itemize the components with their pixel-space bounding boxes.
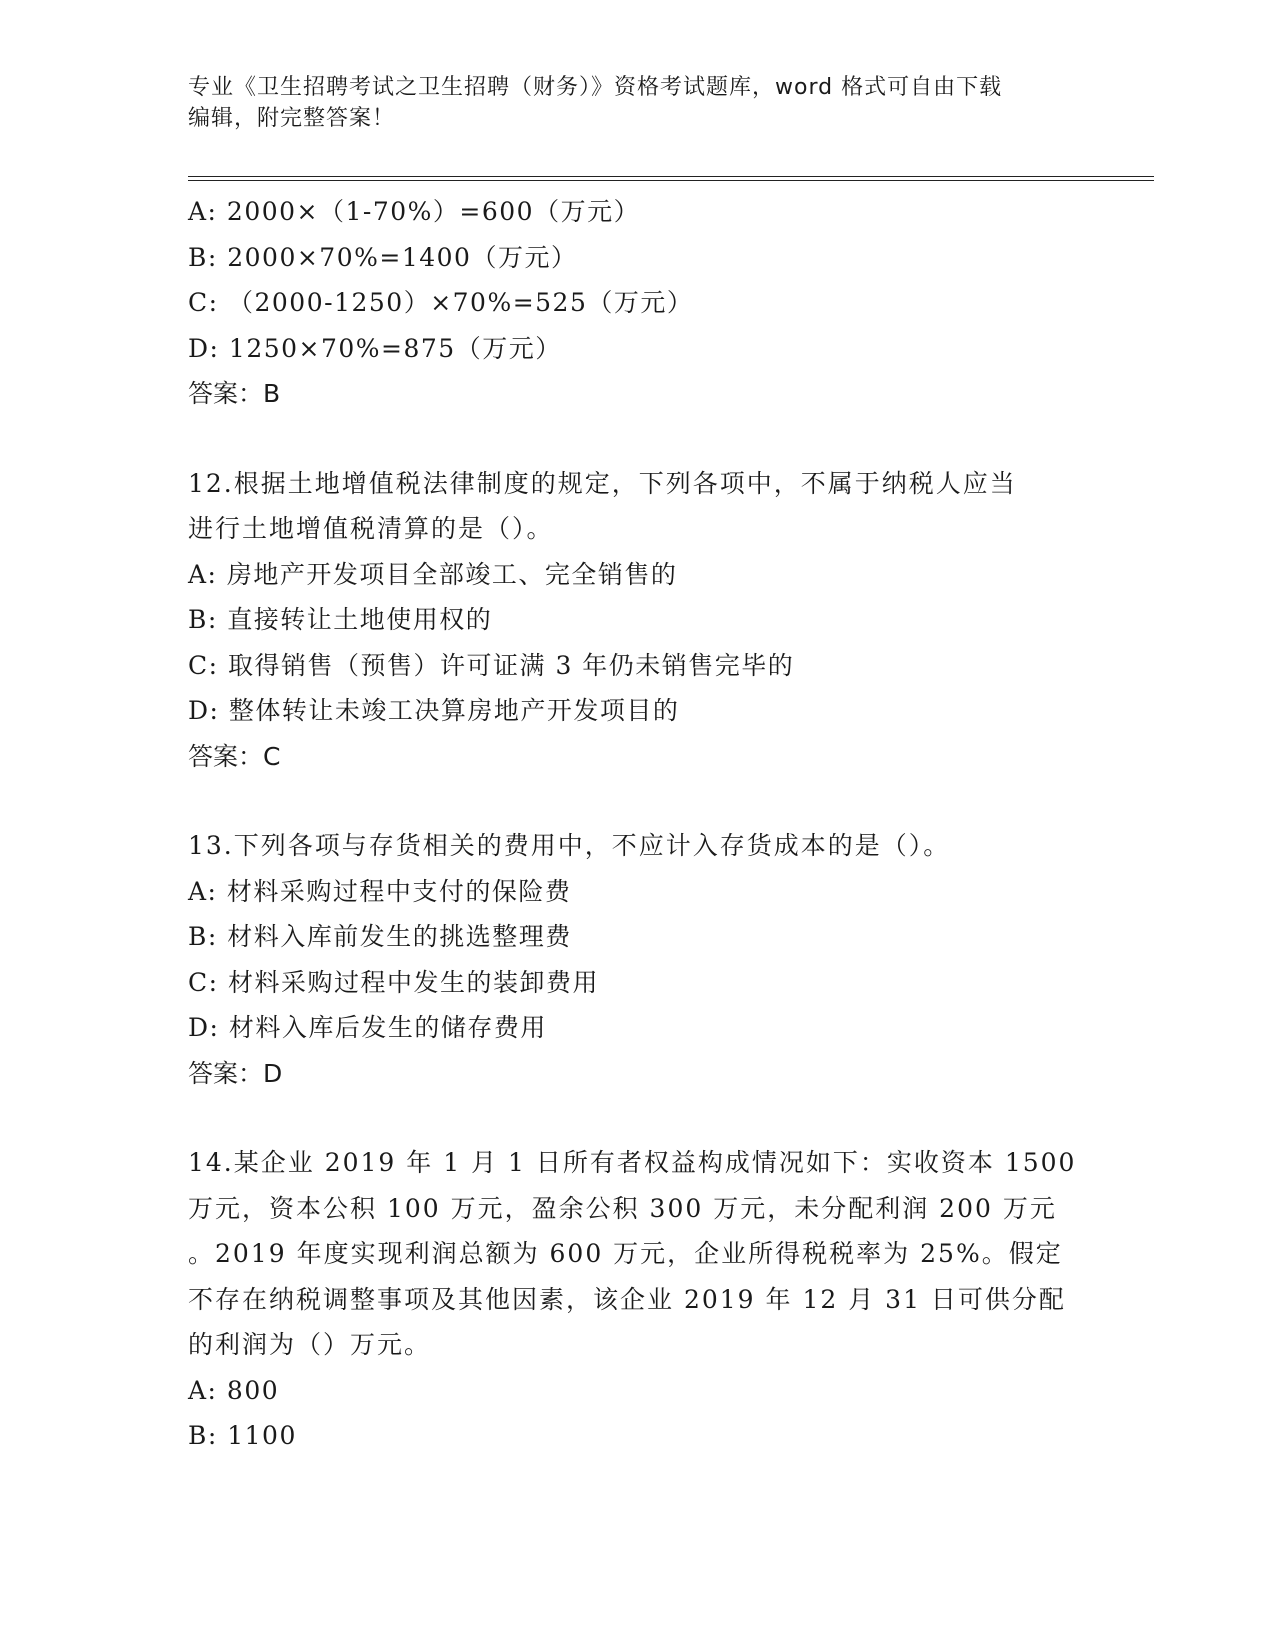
question-line: 的利润为（）万元。 [188,1330,432,1359]
option-a: A: 房地产开发项目全部竣工、完全销售的 [188,559,678,589]
option-c: C: 取得销售（预售）许可证满 3 年仍未销售完毕的 [188,650,795,680]
option-c: C: （2000-1250）×70%=525（万元） [188,288,694,317]
header-line-1: 专业《卫生招聘考试之卫生招聘（财务）》资格考试题库，word 格式可自由下载 [188,75,1003,100]
option-b: B: 直接转让土地使用权的 [188,605,493,634]
question-line: 14.某企业 2019 年 1 月 1 日所有者权益构成情况如下：实收资本 1500 [188,1148,1077,1177]
question-line: 万元，资本公积 100 万元，盈余公积 300 万元，未分配利润 200 万元 [188,1193,1057,1223]
header-divider-top [188,176,1154,177]
question-12 [188,461,1088,780]
question-text [188,461,1088,552]
option-a: A: 800 [188,1375,280,1405]
document-header [188,72,1068,134]
question-line: 。2019 年度实现利润总额为 600 万元，企业所得税税率为 25%。假定 [188,1239,1063,1268]
option-d: D: 1250×70%=875（万元） [188,333,562,363]
question-text [188,1140,1088,1368]
question-line: 进行土地增值税清算的是（）。 [188,514,554,543]
question-list [188,189,1088,1459]
option-a: A: 材料采购过程中支付的保险费 [188,876,572,906]
spacer [188,779,1088,823]
option-a: A: 2000×（1-70%）=600（万元） [188,197,641,226]
option-b: B: 1100 [188,1421,297,1450]
question-text [188,823,1088,869]
question-line: 13.下列各项与存货相关的费用中，不应计入存货成本的是（）。 [188,831,951,860]
answer-line: 答案：D [188,1058,283,1088]
question-11 [188,189,1088,417]
spacer [188,417,1088,461]
answer-line: 答案：B [188,379,281,408]
answer-line: 答案：C [188,741,281,771]
question-13 [188,823,1088,1096]
header-line-2: 编辑，附完整答案！ [188,106,396,131]
option-d: D: 整体转让未竣工决算房地产开发项目的 [188,696,680,725]
header-divider-bottom [188,180,1154,181]
option-b: B: 2000×70%=1400（万元） [188,242,578,272]
spacer [188,1096,1088,1140]
question-14 [188,1140,1088,1459]
question-line: 12.根据土地增值税法律制度的规定，下列各项中，不属于纳税人应当 [188,468,1017,498]
question-line: 不存在纳税调整事项及其他因素，该企业 2019 年 12 月 31 日可供分配 [188,1284,1066,1314]
option-c: C: 材料采购过程中发生的装卸费用 [188,967,599,997]
option-d: D: 材料入库后发生的储存费用 [188,1013,547,1042]
option-b: B: 材料入库前发生的挑选整理费 [188,922,572,951]
